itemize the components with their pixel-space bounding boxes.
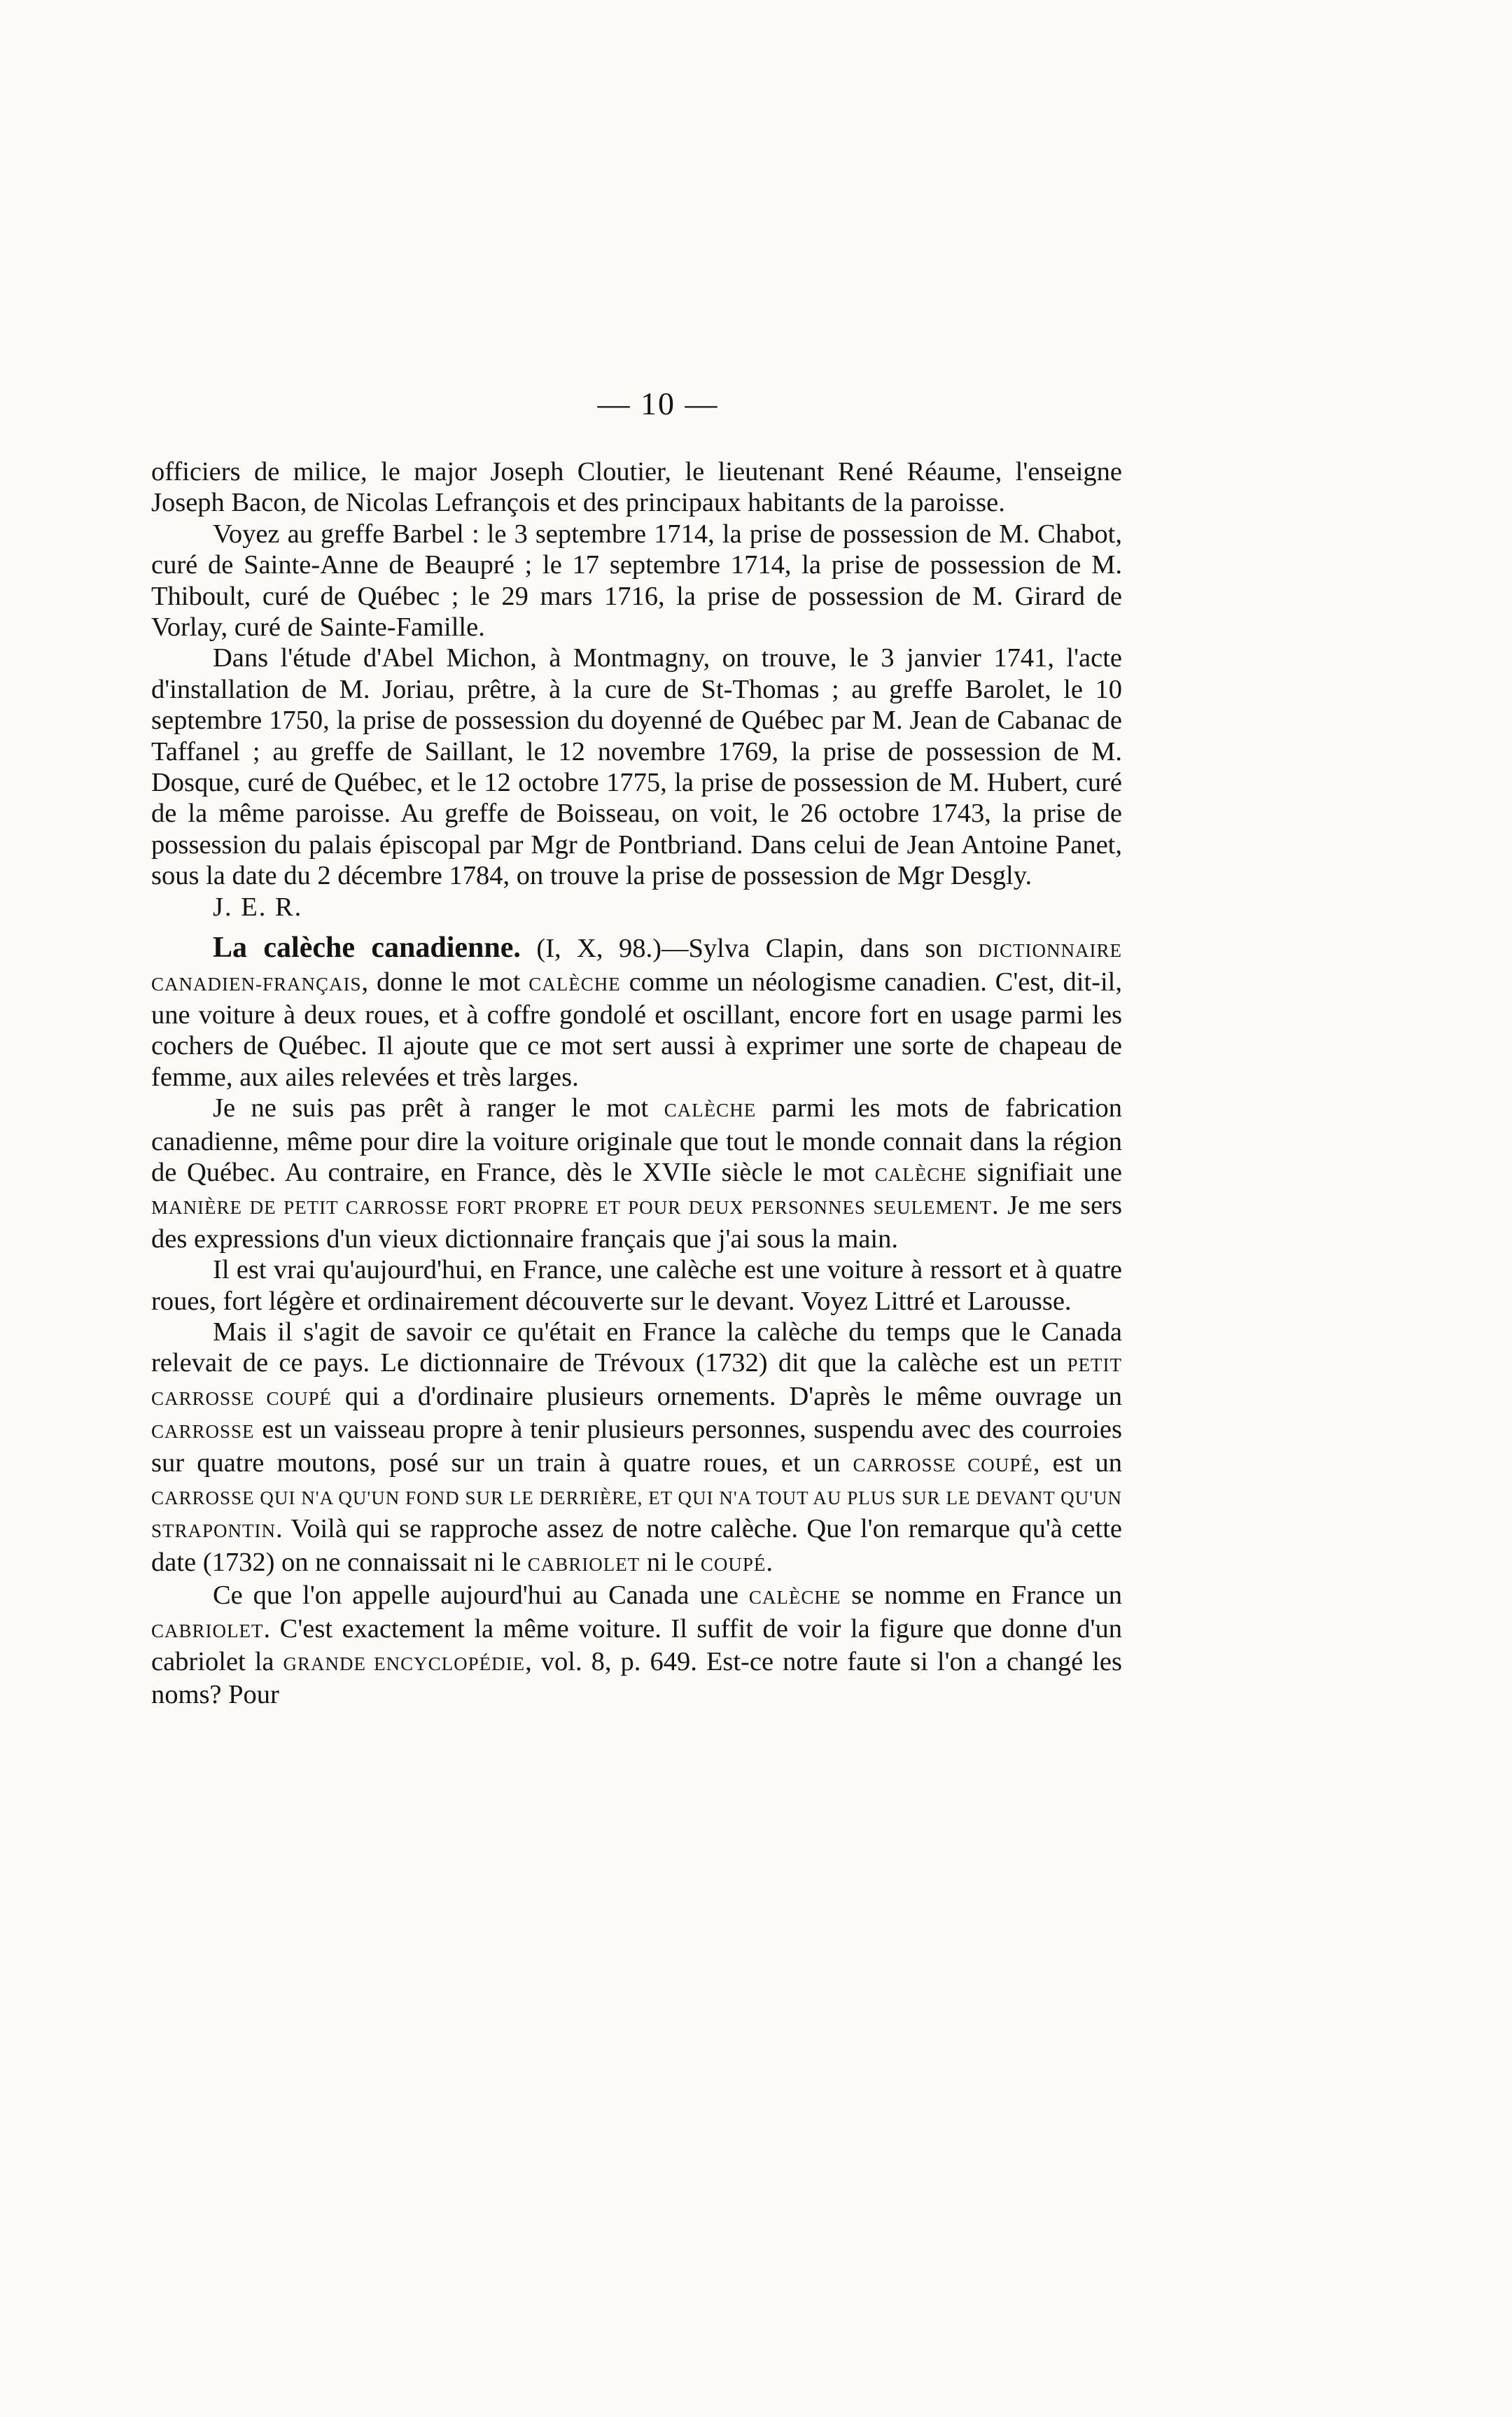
small-caps-text: DICTIONNAIRE CANADIEN-FRANÇAIS <box>151 940 1122 995</box>
text-segment: . C'est exactement la même voiture. Il suffit de voir la figure que donne d'un cabriolet la <box>151 1613 1122 1677</box>
text-segment: . Je me sers des expressions d'un vieux dictionnaire français que j'ai sous la main. <box>151 1191 1122 1254</box>
text-segment: Dans l'étude d'Abel Michon, à Montmagny, on trouve, le 3 janvier 1741, l'acte d'installation de M. Joriau, prêtre, à la cure de St-Thomas ; au greffe Barolet, le 10 septembre 1750, la prise de possession du doyenné de Québec par M. Jean de Cabanac de Taffanel ; au greffe de Saillant, le 12 novembre 1769, la prise de possession de M. Dosque, curé de Québec, et le 12 octobre 1775, la prise de possession de M. Hubert, curé de la même paroisse. Au greffe de Boisseau, on voit, le 26 octobre 1743, la prise de possession du palais épiscopal par Mgr de Pontbriand. Dans celui de Jean Antoine Panet, sous la date du 2 décembre 1784, on trouve la prise de possession de Mgr Desgly. <box>151 643 1122 891</box>
small-caps-text: CALÈCHE <box>874 1163 967 1185</box>
text-segment: Il est vrai qu'aujourd'hui, en France, une calèche est une voiture à ressort et à quatre roues, fort légère et ordinairement découverte sur le devant. Voyez Littré et Larousse. <box>151 1255 1122 1316</box>
small-caps-text: CARROSSE <box>151 1421 255 1443</box>
small-caps-text: PETIT CARROSSE COUPÉ <box>151 1354 1122 1409</box>
text-segment: . Voilà qui se rapproche assez de notre calèche. Que l'on remarque qu'à cette date (1732) on ne connaissait ni le <box>151 1514 1122 1577</box>
paragraph <box>151 643 1122 891</box>
text-segment: Mais il s'agit de savoir ce qu'était en France la calèche du temps que le Canada relevait de ce pays. Le dictionnaire de Trévoux (1732) dit que la calèche est un <box>151 1317 1122 1378</box>
text-segment: Voyez au greffe Barbel : le 3 septembre 1714, la prise de possession de M. Chabot, curé de Sainte-Anne de Beaupré ; le 17 septembre 1714, la prise de possession de M. Thiboult, curé de Québec ; le 29 mars 1716, la prise de possession de M. Girard de Vorlay, curé de Sainte-Famille. <box>151 519 1122 643</box>
small-caps-text: CABRIOLET <box>527 1553 640 1575</box>
text-segment: Ce que l'on appelle aujourd'hui au Canada une <box>213 1581 749 1611</box>
text-segment: , est un <box>1032 1448 1122 1478</box>
article-paragraph <box>151 1093 1122 1254</box>
page-number: — 10 — <box>597 386 719 421</box>
small-caps-text: CALÈCHE <box>664 1100 757 1121</box>
text-segment: officiers de milice, le major Joseph Cloutier, le lieutenant René Réaume, l'enseigne Joseph Bacon, de Nicolas Lefrançois et des principaux habitants de la paroisse. <box>151 457 1122 518</box>
signature: J. E. R. <box>213 892 303 922</box>
text-segment: signifiait une <box>967 1157 1122 1187</box>
small-caps-text: COUPÉ <box>700 1553 766 1575</box>
article-paragraph <box>151 1317 1122 1580</box>
article-paragraph <box>151 1254 1122 1317</box>
text-segment: comme un néologisme canadien. C'est, dit-il, une voiture à deux roues, et à coffre gondolé et oscillant, encore fort en usage parmi les cochers de Québec. Il ajoute que ce mot sert aussi à exprimer une sorte de chapeau de femme, aux ailes relevées et très larges. <box>151 967 1122 1092</box>
text-segment: se nomme en France un <box>841 1581 1122 1611</box>
small-caps-text: CARROSSE COUPÉ <box>853 1454 1033 1476</box>
small-caps-text: MANIÈRE DE PETIT CARROSSE FORT PROPRE ET POUR DEUX PERSONNES SEULEMENT <box>151 1197 992 1219</box>
text-segment: parmi les mots de fabrication canadienne, même pour dire la voiture originale que tout le monde connait dans la région de Québec. Au contraire, en France, dès le XVIIe siècle le mot <box>151 1093 1122 1187</box>
article-paragraph <box>151 932 1122 1093</box>
paragraph <box>151 456 1122 519</box>
text-segment: Je ne suis pas prêt à ranger le mot <box>213 1093 664 1123</box>
small-caps-text: CARROSSE QUI N'A QU'UN FOND SUR LE DERRIÈRE, ET QUI N'A TOUT AU PLUS SUR LE DEVANT QU'UN STRAPONTIN <box>151 1487 1122 1542</box>
page-text <box>151 456 1122 1711</box>
paragraph <box>151 519 1122 643</box>
text-segment: , vol. 8, p. 649. Est-ce notre faute si l'on a changé les noms? Pour <box>151 1647 1122 1710</box>
text-segment: , donne le mot <box>361 967 529 997</box>
article-paragraph <box>151 1580 1122 1711</box>
text-segment: ni le <box>640 1547 701 1577</box>
small-caps-text: GRANDE ENCYCLOPÉDIE <box>283 1653 526 1675</box>
text-segment: qui a d'ordinaire plusieurs ornements. D'après le même ouvrage un <box>332 1381 1122 1411</box>
small-caps-text: CALÈCHE <box>748 1587 841 1609</box>
small-caps-text: CALÈCHE <box>528 973 621 995</box>
text-segment: . <box>766 1547 774 1577</box>
article-title: La calèche canadienne. <box>213 932 521 965</box>
text-segment: est un vaisseau propre à tenir plusieurs personnes, suspendu avec des courroies sur quatre moutons, posé sur un train à quatre roues, et un <box>151 1415 1122 1478</box>
text-segment: (I, X, 98.)—Sylva Clapin, dans son <box>520 934 979 964</box>
small-caps-text: CABRIOLET <box>151 1620 264 1641</box>
